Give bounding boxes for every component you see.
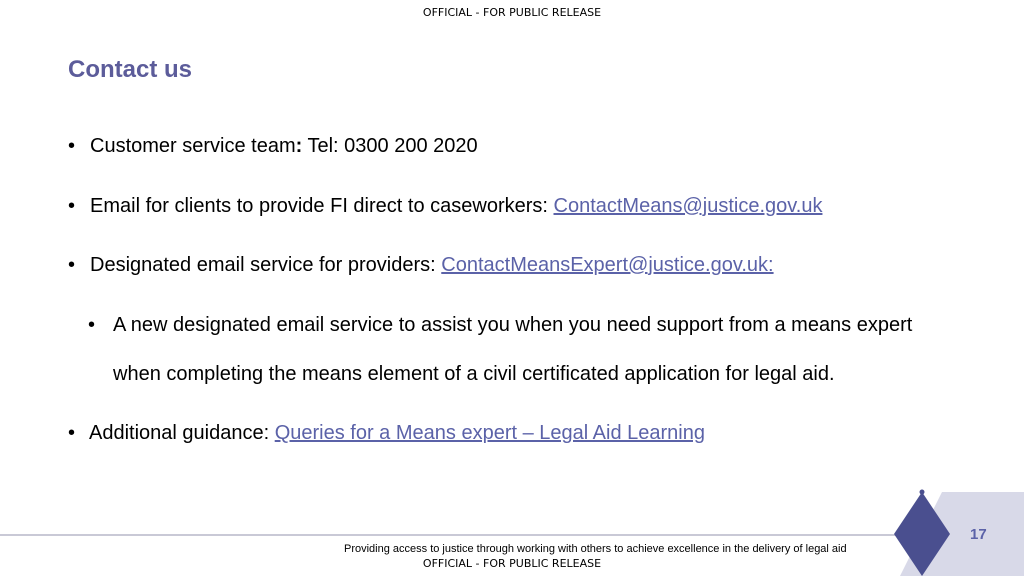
deco-dot-left <box>896 532 901 537</box>
bullet-dot: • <box>68 254 76 276</box>
customer-service-colon: : <box>295 135 303 157</box>
deco-dot-top <box>920 490 925 495</box>
bullet-dot: • <box>68 422 76 444</box>
bullet-email-clients <box>68 194 822 218</box>
guidance-text: Additional guidance: <box>89 422 275 444</box>
classification-bottom: OFFICIAL - FOR PUBLIC RELEASE <box>422 557 602 570</box>
sub-bullet-line-2: when completing the means element of a civil certificated application for legal aid. <box>113 363 835 385</box>
contact-means-email-link[interactable]: ContactMeans@justice.gov.uk <box>553 195 823 217</box>
email-clients-text: Email for clients to provide FI direct to caseworkers: <box>90 195 554 217</box>
sub-bullet-text-1: A new designated email service to assist you when you need support from a means expert <box>113 314 913 336</box>
contact-means-expert-email-link[interactable]: ContactMeansExpert@justice.gov.uk <box>441 254 769 276</box>
bullet-dot: • <box>88 314 96 336</box>
page-title: Contact us <box>68 56 193 83</box>
footer-divider <box>0 534 905 536</box>
page-number: 17 <box>970 526 987 543</box>
designated-email-suffix: : <box>768 254 774 276</box>
guidance-link[interactable]: Queries for a Means expert – Legal Aid Learning <box>274 422 705 444</box>
designated-email-text: Designated email service for providers: <box>90 254 442 276</box>
sub-bullet-line-1 <box>88 313 912 337</box>
bullet-guidance <box>68 421 705 445</box>
classification-top: OFFICIAL - FOR PUBLIC RELEASE <box>422 6 602 19</box>
footer-tagline: Providing access to justice through working with others to achieve excellence in the delivery of legal aid <box>344 543 847 555</box>
customer-service-phone: Tel: 0300 200 2020 <box>302 135 478 157</box>
bullet-dot: • <box>68 135 76 157</box>
customer-service-label: Customer service team <box>90 135 296 157</box>
bullet-customer-service <box>68 134 478 158</box>
bullet-dot: • <box>68 195 76 217</box>
bullet-designated-email <box>68 253 774 277</box>
